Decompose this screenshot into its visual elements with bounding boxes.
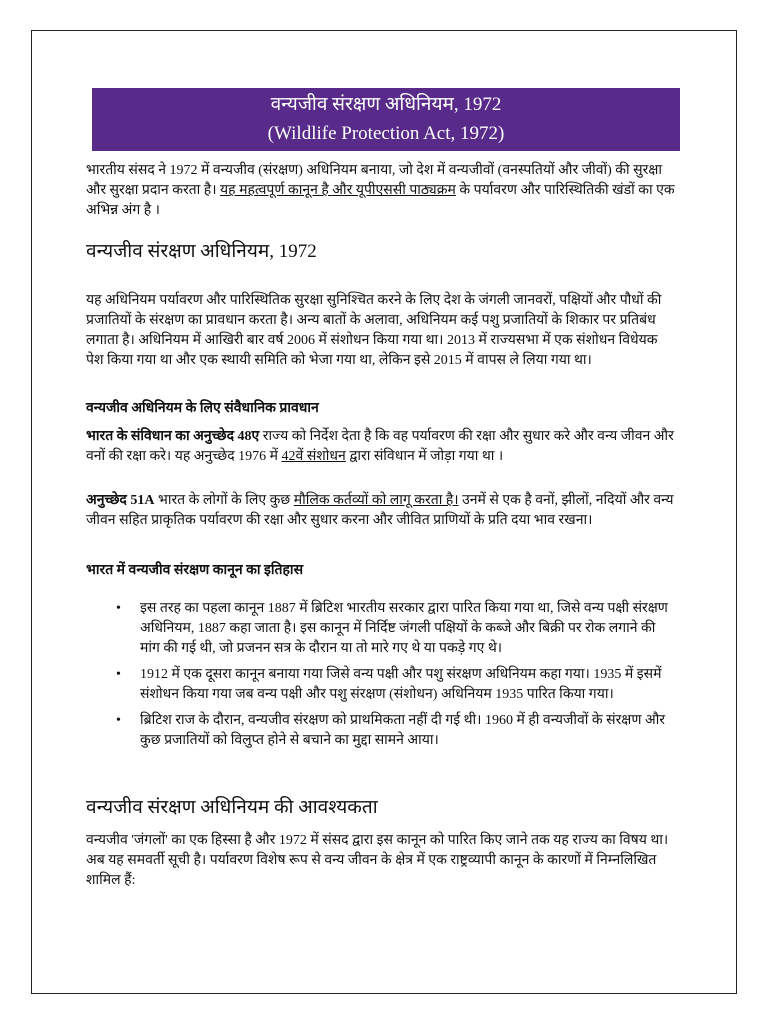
intro-paragraph — [86, 161, 678, 221]
article-48a-paragraph — [86, 427, 678, 467]
fundamental-duties-link[interactable]: मौलिक कर्तव्यों को लागू करता है। — [293, 493, 459, 508]
article-48a-text-1: राज्य को निर्देश देता है कि वह पर्यावरण की रक्षा और सुधार करे और वन्य जीवन और वनों की रक्षा करे। यह अनुच्छेद 1976 में — [86, 429, 674, 464]
page-title: वन्यजीव संरक्षण अधिनियम, 1972 — [270, 94, 502, 115]
intro-syllabus-link[interactable]: यह महत्वपूर्ण कानून है और यूपीएससी पाठ्यक्रम — [220, 183, 456, 198]
need-paragraph: वन्यजीव 'जंगलों' का एक हिस्सा है और 1972 में संसद द्वारा इस कानून को पारित किए जाने तक यह राज्य का विषय था। अब यह समवर्ती सूची है। पर्यावरण विशेष रूप से वन्य जीवन के क्षेत्र में एक राष्ट्रव्यापी कानून के कारणों में निम्नलिखित शामिल हैं: — [86, 833, 669, 888]
article-51a-paragraph — [86, 491, 678, 531]
article-51a-text-2: उनमें से एक है वनों, झीलों, नदियों और वन्य जीवन सहित प्राकृतिक पर्यावरण की रक्षा और सुधार करना और जीवित प्राणियों के प्रति दया भाव रखना। — [86, 493, 674, 528]
bullet-icon: • — [116, 601, 121, 616]
list-item: • इस तरह का पहला कानून 1887 में ब्रिटिश भारतीय सरकार द्वारा पारित किया गया था, जिसे वन्य पक्षी संरक्षण अधिनियम, 1887 कहा जाता है। इस कानून में निर्दिष्ट जंगली पक्षियों के कब्जे और बिक्री पर रोक लगाने की मांग की गई थी, जो प्रजनन सत्र के दौरान या तो मारे गए थे या पकड़े गए थे। — [116, 601, 668, 656]
article-48a-label: भारत के संविधान का अनुच्छेद 48ए — [86, 429, 260, 444]
document-page — [31, 30, 737, 994]
article-51a-label: अनुच्छेद 51A — [86, 493, 155, 508]
history-list — [86, 599, 678, 757]
act-paragraph: यह अधिनियम पर्यावरण और पारिस्थितिक सुरक्षा सुनिश्चित करने के लिए देश के जंगली जानवरों, पक्षियों और पौधों की प्रजातियों के संरक्षण का प्रावधान करता है। अन्य बातों के अलावा, अधिनियम कई पशु प्रजातियों के शिकार पर प्रतिबंध लगाता है। अधिनियम में आखिरी बार वर्ष 2006 में संशोधन किया गया था। 2013 में राज्यसभा में एक संशोधन विधेयक पेश किया गया था और एक स्थायी समिति को भेजा गया था, लेकिन इसे 2015 में वापस ले लिया गया था। — [86, 293, 662, 368]
article-48a-text-2: द्वारा संविधान में जोड़ा गया था । — [345, 449, 504, 464]
section-heading-need: वन्यजीव संरक्षण अधिनियम की आवश्यकता — [86, 797, 378, 818]
intro-text-1: भारतीय संसद ने 1972 में वन्यजीव (संरक्षण) अधिनियम बनाया, जो देश में वन्यजीवों (वनस्पतियों और जीवों) की सुरक्षा और सुरक्षा प्रदान करता है। — [86, 163, 663, 198]
list-item: • 1912 में एक दूसरा कानून बनाया गया जिसे वन्य पक्षी और पशु संरक्षण अधिनियम कहा गया। 1935 में इसमें संशोधन किया गया जब वन्य पक्षी और पशु संरक्षण (संशोधन) अधिनियम 1935 पारित किया गया। — [116, 667, 662, 702]
intro-text-2: के पर्यावरण और पारिस्थितिकी खंडों का एक अभिन्न अंग है । — [86, 183, 675, 218]
amendment-42-link[interactable]: 42वें संशोधन — [281, 449, 346, 464]
article-51a-text-1: भारत के लोगों के लिए कुछ — [154, 493, 294, 508]
section-heading-act: वन्यजीव संरक्षण अधिनियम, 1972 — [86, 241, 317, 262]
bullet-icon: • — [116, 667, 121, 682]
bullet-icon: • — [116, 713, 121, 728]
section-heading-history: भारत में वन्यजीव संरक्षण कानून का इतिहास — [86, 563, 304, 578]
page-subtitle: (Wildlife Protection Act, 1972) — [267, 123, 505, 144]
section-heading-constitutional: वन्यजीव अधिनियम के लिए संवैधानिक प्रावधान — [86, 401, 319, 416]
list-item: • ब्रिटिश राज के दौरान, वन्यजीव संरक्षण को प्राथमिकता नहीं दी गई थी। 1960 में ही वन्यजीवों के संरक्षण और कुछ प्रजातियों को विलुप्त होने से बचाने का मुद्दा सामने आया। — [116, 713, 666, 748]
title-banner — [92, 88, 680, 151]
